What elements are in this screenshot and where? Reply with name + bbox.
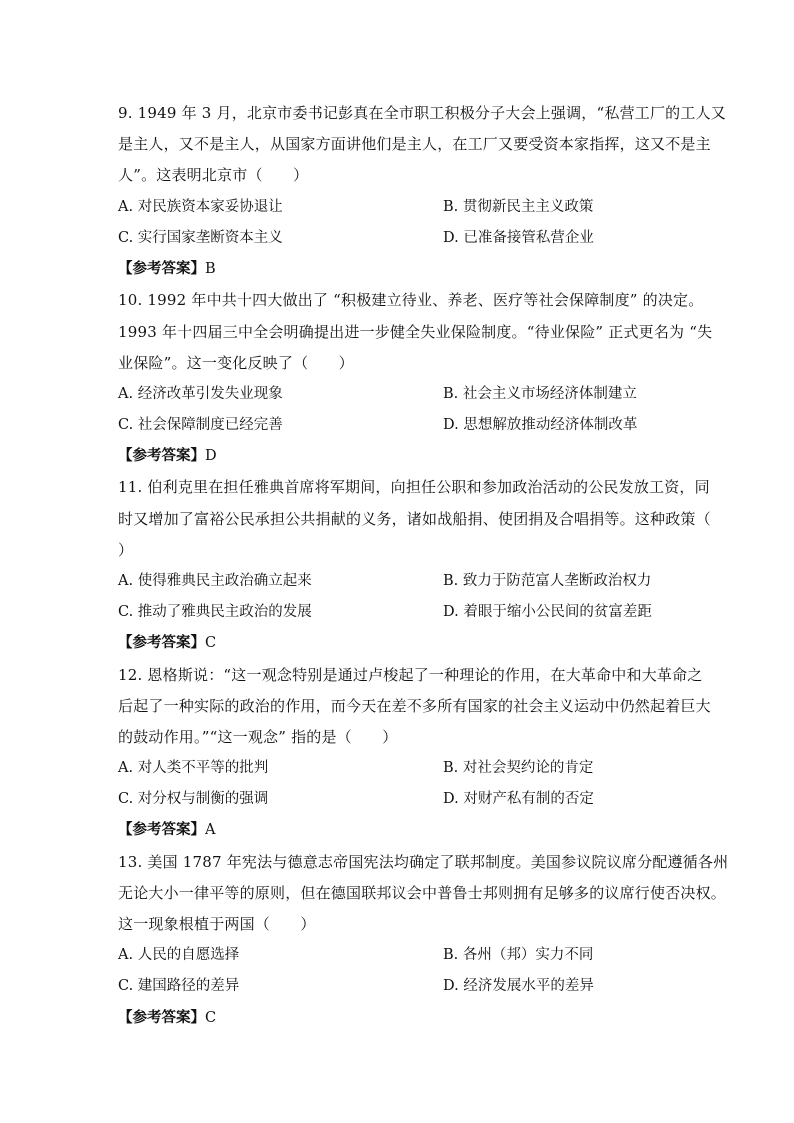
question-10-option-c: C. 社会保障制度已经完善 bbox=[118, 417, 283, 433]
question-9-answer bbox=[118, 259, 216, 279]
question-12-option-d: D. 对财产私有制的否定 bbox=[443, 791, 594, 807]
answer-label: 【参考答案】 bbox=[118, 447, 205, 464]
question-11-option-a: A. 使得雅典民主政治确立起来 bbox=[118, 573, 312, 589]
question-12-option-b: B. 对社会契约论的肯定 bbox=[443, 760, 594, 776]
question-13-option-a: A. 人民的自愿选择 bbox=[118, 947, 240, 963]
question-9-option-a: A. 对民族资本家妥协退让 bbox=[118, 199, 283, 215]
question-9-line-3: 人”。这表明北京市（ ） bbox=[118, 166, 309, 184]
question-9-option-c: C. 实行国家垄断资本主义 bbox=[118, 230, 283, 246]
question-12-line-3: 的鼓动作用。”“这一观念” 指的是（ ） bbox=[118, 728, 398, 746]
question-11-answer bbox=[118, 633, 216, 653]
question-13-line-3: 这一现象根植于两国（ ） bbox=[118, 915, 316, 933]
answer-value: D bbox=[205, 448, 217, 464]
question-13-line-2: 无论大小一律平等的原则，但在德国联邦议会中普鲁士邦则拥有足够多的议席行使否决权。 bbox=[118, 884, 727, 902]
question-12-line-1: 12. 恩格斯说：“这一观念特别是通过卢梭起了一种理论的作用，在大革命中和大革命之 bbox=[118, 666, 703, 684]
question-9-option-b: B. 贯彻新民主主义政策 bbox=[443, 199, 594, 215]
question-13-line-1: 13. 美国 1787 年宪法与德意志帝国宪法均确定了联邦制度。美国参议院议席分配遵循各州 bbox=[118, 853, 729, 871]
question-13-option-c: C. 建国路径的差异 bbox=[118, 978, 240, 994]
question-12-line-2: 后起了一种实际的政治的作用，而今天在差不多所有国家的社会主义运动中仍然起着巨大 bbox=[118, 697, 711, 715]
question-13-answer bbox=[118, 1008, 216, 1028]
answer-label: 【参考答案】 bbox=[118, 260, 205, 277]
question-11-option-b: B. 致力于防范富人垄断政治权力 bbox=[443, 573, 652, 589]
answer-value: B bbox=[205, 261, 216, 277]
answer-value: C bbox=[205, 635, 217, 651]
question-9-line-2: 是主人，又不是主人，从国家方面讲他们是主人，在工厂又要受资本家指挥，这又不是主 bbox=[118, 135, 711, 153]
question-11-line-3: ） bbox=[118, 541, 134, 559]
question-10-option-a: A. 经济改革引发失业现象 bbox=[118, 386, 283, 402]
question-10-option-d: D. 思想解放推动经济体制改革 bbox=[443, 417, 638, 433]
question-10-line-2: 1993 年十四届三中全会明确提出进一步健全失业保险制度。“待业保险” 正式更名为 “失 bbox=[118, 323, 713, 341]
question-10-option-b: B. 社会主义市场经济体制建立 bbox=[443, 386, 637, 402]
question-11-option-d: D. 着眼于缩小公民间的贫富差距 bbox=[443, 604, 652, 620]
question-11-option-c: C. 推动了雅典民主政治的发展 bbox=[118, 604, 312, 620]
question-11-line-1: 11. 伯利克里在担任雅典首席将军期间，向担任公职和参加政治活动的公民发放工资，同 bbox=[118, 478, 710, 496]
question-10-line-3: 业保险”。这一变化反映了（ ） bbox=[118, 354, 354, 372]
question-9-line-1: 9. 1949 年 3 月，北京市委书记彭真在全市职工积极分子大会上强调，“私营工厂的工人又 bbox=[118, 104, 726, 122]
answer-value: A bbox=[205, 822, 216, 838]
question-11-line-2: 时又增加了富裕公民承担公共捐献的义务，诸如战船捐、使团捐及合唱捐等。这种政策（ bbox=[118, 510, 711, 528]
question-9-option-d: D. 已准备接管私营企业 bbox=[443, 230, 594, 246]
answer-value: C bbox=[205, 1010, 217, 1026]
question-12-answer bbox=[118, 820, 215, 840]
question-12-option-c: C. 对分权与制衡的强调 bbox=[118, 791, 269, 807]
question-12-option-a: A. 对人类不平等的批判 bbox=[118, 760, 269, 776]
question-10-answer bbox=[118, 446, 217, 466]
question-10-line-1: 10. 1992 年中共十四大做出了 “积极建立待业、养老、医疗等社会保障制度” 的决定。 bbox=[118, 291, 704, 309]
question-13-option-d: D. 经济发展水平的差异 bbox=[443, 978, 594, 994]
answer-label: 【参考答案】 bbox=[118, 1009, 205, 1026]
answer-label: 【参考答案】 bbox=[118, 634, 205, 651]
question-13-option-b: B. 各州（邦）实力不同 bbox=[443, 947, 594, 963]
answer-label: 【参考答案】 bbox=[118, 821, 205, 838]
